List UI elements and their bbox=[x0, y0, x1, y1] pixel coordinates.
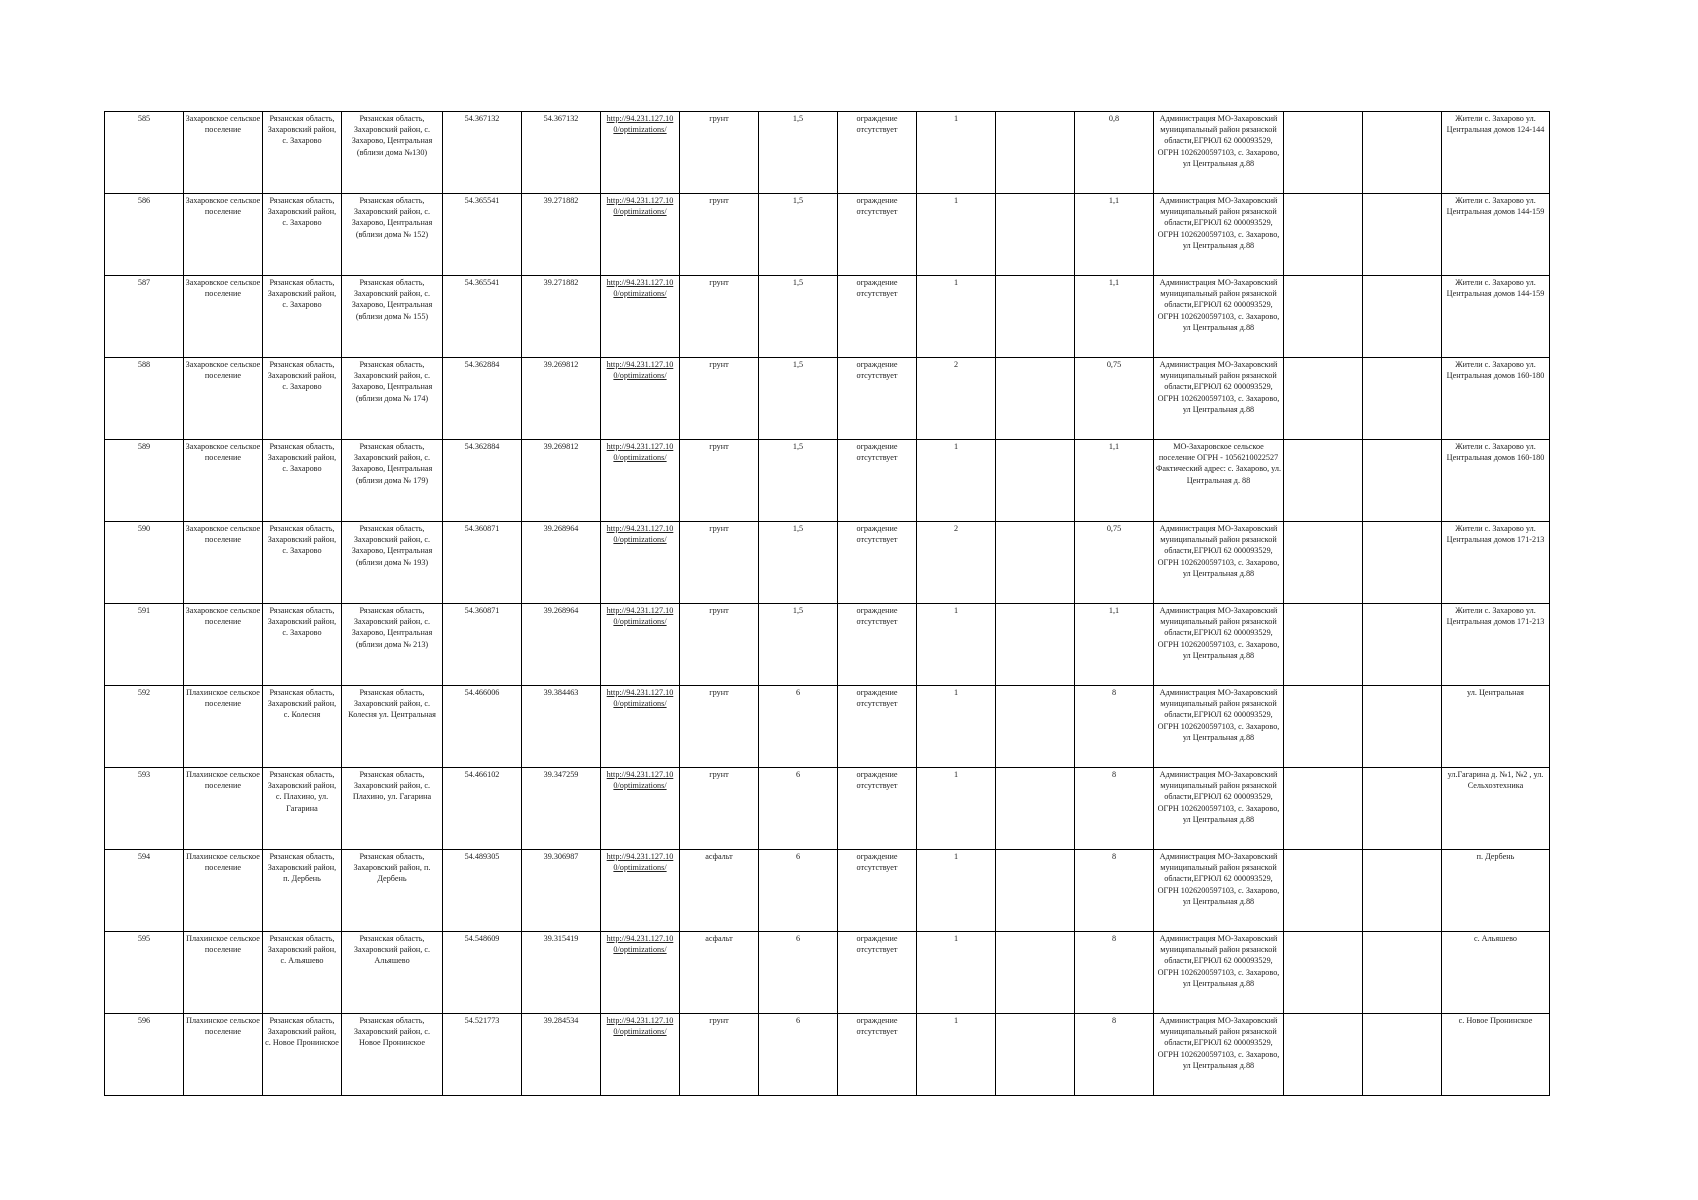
area-cell: 1,5 bbox=[759, 276, 838, 358]
table-row bbox=[105, 604, 1550, 686]
latitude-cell: 54.365541 bbox=[443, 194, 522, 276]
empty-cell bbox=[1363, 276, 1442, 358]
sources-cell: Жители с. Захарово ул. Центральная домов 124-144 bbox=[1442, 112, 1550, 194]
map-link[interactable]: http://94.231.127.10 0/optimizations/ bbox=[601, 522, 680, 604]
empty-cell bbox=[1363, 112, 1442, 194]
containers-count-cell: 1 bbox=[917, 194, 996, 276]
address-cell: Рязанская область, Захаровский район, с. Захарово, Центральная (вблизи дома № 193) bbox=[342, 522, 443, 604]
area-cell: 6 bbox=[759, 932, 838, 1014]
surface-cell: грунт bbox=[680, 276, 759, 358]
owner-cell: Администрация МО-Захаровский муниципальный район рязанской области,ЕГРЮЛ 62 000093529, ОГРН 1026200597103, с. Захарово, ул Центральная д.88 bbox=[1154, 1014, 1284, 1096]
address-cell: Рязанская область, Захаровский район, с. Захарово, Центральная (вблизи дома № 179) bbox=[342, 440, 443, 522]
address-cell: Рязанская область, Захаровский район, п. Дербень bbox=[342, 850, 443, 932]
surface-cell: грунт bbox=[680, 522, 759, 604]
area-cell: 1,5 bbox=[759, 604, 838, 686]
owner-cell: Администрация МО-Захаровский муниципальный район рязанской области,ЕГРЮЛ 62 000093529, ОГРН 1026200597103, с. Захарово, ул Центральная д.88 bbox=[1154, 276, 1284, 358]
table-row bbox=[105, 1014, 1550, 1096]
surface-cell: грунт bbox=[680, 1014, 759, 1096]
fence-cell: ограждение отсутствует bbox=[838, 358, 917, 440]
registry-page bbox=[104, 111, 1550, 1096]
row-number: 586 bbox=[105, 194, 184, 276]
table-row bbox=[105, 522, 1550, 604]
surface-cell: асфальт bbox=[680, 932, 759, 1014]
latitude-cell: 54.360871 bbox=[443, 604, 522, 686]
row-number: 585 bbox=[105, 112, 184, 194]
map-link[interactable]: http://94.231.127.10 0/optimizations/ bbox=[601, 112, 680, 194]
containers-count-cell: 1 bbox=[917, 604, 996, 686]
area-cell: 6 bbox=[759, 686, 838, 768]
row-number: 594 bbox=[105, 850, 184, 932]
address-cell: Рязанская область, Захаровский район, с. Новое Пронинское bbox=[342, 1014, 443, 1096]
volume-cell: 8 bbox=[1075, 932, 1154, 1014]
area-cell: 1,5 bbox=[759, 112, 838, 194]
district-cell: Рязанская область, Захаровский район, с. Захарово bbox=[263, 604, 342, 686]
area-cell: 1,5 bbox=[759, 440, 838, 522]
latitude-cell: 54.362884 bbox=[443, 440, 522, 522]
settlement-cell: Плахинское сельское поселение bbox=[184, 768, 263, 850]
longitude-cell: 39.271882 bbox=[522, 194, 601, 276]
surface-cell: асфальт bbox=[680, 850, 759, 932]
sources-cell: Жители с. Захарово ул. Центральная домов 160-180 bbox=[1442, 440, 1550, 522]
owner-cell: Администрация МО-Захаровский муниципальный район рязанской области,ЕГРЮЛ 62 000093529, ОГРН 1026200597103, с. Захарово, ул Центральная д.88 bbox=[1154, 686, 1284, 768]
containers-count-cell: 1 bbox=[917, 768, 996, 850]
table-body bbox=[105, 112, 1550, 1096]
containers-count-cell: 2 bbox=[917, 522, 996, 604]
volume-cell: 0,75 bbox=[1075, 522, 1154, 604]
area-cell: 6 bbox=[759, 1014, 838, 1096]
district-cell: Рязанская область, Захаровский район, с. Колесня bbox=[263, 686, 342, 768]
district-cell: Рязанская область, Захаровский район, с. Захарово bbox=[263, 276, 342, 358]
settlement-cell: Захаровское сельское поселение bbox=[184, 358, 263, 440]
table-row bbox=[105, 686, 1550, 768]
owner-cell: Администрация МО-Захаровский муниципальный район рязанской области,ЕГРЮЛ 62 000093529, ОГРН 1026200597103, с. Захарово, ул Центральная д.88 bbox=[1154, 358, 1284, 440]
longitude-cell: 39.384463 bbox=[522, 686, 601, 768]
empty-cell bbox=[996, 112, 1075, 194]
area-cell: 1,5 bbox=[759, 194, 838, 276]
owner-cell: Администрация МО-Захаровский муниципальный район рязанской области,ЕГРЮЛ 62 000093529, ОГРН 1026200597103, с. Захарово, ул Центральная д.88 bbox=[1154, 850, 1284, 932]
table-row bbox=[105, 358, 1550, 440]
empty-cell bbox=[996, 522, 1075, 604]
fence-cell: ограждение отсутствует bbox=[838, 686, 917, 768]
volume-cell: 1,1 bbox=[1075, 276, 1154, 358]
owner-cell: Администрация МО-Захаровский муниципальный район рязанской области,ЕГРЮЛ 62 000093529, ОГРН 1026200597103, с. Захарово, ул Центральная д.88 bbox=[1154, 112, 1284, 194]
empty-cell bbox=[1284, 276, 1363, 358]
sources-cell: с. Новое Пронинское bbox=[1442, 1014, 1550, 1096]
empty-cell bbox=[996, 194, 1075, 276]
row-number: 596 bbox=[105, 1014, 184, 1096]
containers-count-cell: 1 bbox=[917, 440, 996, 522]
latitude-cell: 54.466102 bbox=[443, 768, 522, 850]
longitude-cell: 39.268964 bbox=[522, 522, 601, 604]
containers-count-cell: 2 bbox=[917, 358, 996, 440]
address-cell: Рязанская область, Захаровский район, с. Захарово, Центральная (вблизи дома № 152) bbox=[342, 194, 443, 276]
latitude-cell: 54.367132 bbox=[443, 112, 522, 194]
sources-cell: ул.Гагарина д. №1, №2 , ул. Сельхозтехника bbox=[1442, 768, 1550, 850]
volume-cell: 0,75 bbox=[1075, 358, 1154, 440]
fence-cell: ограждение отсутствует bbox=[838, 768, 917, 850]
area-cell: 6 bbox=[759, 768, 838, 850]
fence-cell: ограждение отсутствует bbox=[838, 112, 917, 194]
volume-cell: 8 bbox=[1075, 686, 1154, 768]
empty-cell bbox=[1363, 850, 1442, 932]
empty-cell bbox=[996, 932, 1075, 1014]
table-row bbox=[105, 194, 1550, 276]
address-cell: Рязанская область, Захаровский район, с. Альяшево bbox=[342, 932, 443, 1014]
table-row bbox=[105, 850, 1550, 932]
map-link[interactable]: http://94.231.127.10 0/optimizations/ bbox=[601, 194, 680, 276]
surface-cell: грунт bbox=[680, 440, 759, 522]
longitude-cell: 39.284534 bbox=[522, 1014, 601, 1096]
empty-cell bbox=[1363, 932, 1442, 1014]
row-number: 592 bbox=[105, 686, 184, 768]
empty-cell bbox=[1284, 932, 1363, 1014]
district-cell: Рязанская область, Захаровский район, п. Дербень bbox=[263, 850, 342, 932]
owner-cell: Администрация МО-Захаровский муниципальный район рязанской области,ЕГРЮЛ 62 000093529, ОГРН 1026200597103, с. Захарово, ул Центральная д.88 bbox=[1154, 194, 1284, 276]
area-cell: 1,5 bbox=[759, 358, 838, 440]
district-cell: Рязанская область, Захаровский район, с. Захарово bbox=[263, 358, 342, 440]
empty-cell bbox=[1284, 1014, 1363, 1096]
longitude-cell: 39.315419 bbox=[522, 932, 601, 1014]
row-number: 591 bbox=[105, 604, 184, 686]
row-number: 589 bbox=[105, 440, 184, 522]
containers-count-cell: 1 bbox=[917, 850, 996, 932]
empty-cell bbox=[1284, 604, 1363, 686]
settlement-cell: Захаровское сельское поселение bbox=[184, 522, 263, 604]
table-row bbox=[105, 440, 1550, 522]
district-cell: Рязанская область, Захаровский район, с. Новое Пронинское bbox=[263, 1014, 342, 1096]
latitude-cell: 54.521773 bbox=[443, 1014, 522, 1096]
empty-cell bbox=[1363, 358, 1442, 440]
containers-count-cell: 1 bbox=[917, 1014, 996, 1096]
district-cell: Рязанская область, Захаровский район, с. Альяшево bbox=[263, 932, 342, 1014]
map-link[interactable]: http://94.231.127.10 0/optimizations/ bbox=[601, 768, 680, 850]
latitude-cell: 54.360871 bbox=[443, 522, 522, 604]
longitude-cell: 54.367132 bbox=[522, 112, 601, 194]
empty-cell bbox=[996, 686, 1075, 768]
containers-count-cell: 1 bbox=[917, 932, 996, 1014]
fence-cell: ограждение отсутствует bbox=[838, 194, 917, 276]
empty-cell bbox=[1284, 358, 1363, 440]
empty-cell bbox=[1284, 194, 1363, 276]
longitude-cell: 39.347259 bbox=[522, 768, 601, 850]
row-number: 590 bbox=[105, 522, 184, 604]
address-cell: Рязанская область, Захаровский район, с. Захарово, Центральная (вблизи дома № 174) bbox=[342, 358, 443, 440]
address-cell: Рязанская область, Захаровский район, с. Захарово, Центральная (вблизи дома №130) bbox=[342, 112, 443, 194]
district-cell: Рязанская область, Захаровский район, с. Плахино, ул. Гагарина bbox=[263, 768, 342, 850]
settlement-cell: Захаровское сельское поселение bbox=[184, 604, 263, 686]
sources-cell: ул. Центральная bbox=[1442, 686, 1550, 768]
fence-cell: ограждение отсутствует bbox=[838, 932, 917, 1014]
map-link[interactable]: http://94.231.127.10 0/optimizations/ bbox=[601, 440, 680, 522]
owner-cell: МО-Захаровское сельское поселение ОГРН - 1056210022527 Фактический адрес: с. Захарово, ул. Центральная д. 88 bbox=[1154, 440, 1284, 522]
settlement-cell: Плахинское сельское поселение bbox=[184, 686, 263, 768]
empty-cell bbox=[1284, 850, 1363, 932]
empty-cell bbox=[1363, 686, 1442, 768]
empty-cell bbox=[1363, 1014, 1442, 1096]
table-row bbox=[105, 276, 1550, 358]
empty-cell bbox=[1284, 686, 1363, 768]
table-row bbox=[105, 768, 1550, 850]
empty-cell bbox=[996, 1014, 1075, 1096]
address-cell: Рязанская область, Захаровский район, с. Захарово, Центральная (вблизи дома № 213) bbox=[342, 604, 443, 686]
district-cell: Рязанская область, Захаровский район, с. Захарово bbox=[263, 522, 342, 604]
settlement-cell: Плахинское сельское поселение bbox=[184, 850, 263, 932]
map-link[interactable]: http://94.231.127.10 0/optimizations/ bbox=[601, 358, 680, 440]
containers-count-cell: 1 bbox=[917, 686, 996, 768]
sources-cell: Жители с. Захарово ул. Центральная домов 144-159 bbox=[1442, 276, 1550, 358]
surface-cell: грунт bbox=[680, 686, 759, 768]
owner-cell: Администрация МО-Захаровский муниципальный район рязанской области,ЕГРЮЛ 62 000093529, ОГРН 1026200597103, с. Захарово, ул Центральная д.88 bbox=[1154, 932, 1284, 1014]
empty-cell bbox=[996, 276, 1075, 358]
empty-cell bbox=[1284, 768, 1363, 850]
area-cell: 1,5 bbox=[759, 522, 838, 604]
district-cell: Рязанская область, Захаровский район, с. Захарово bbox=[263, 194, 342, 276]
owner-cell: Администрация МО-Захаровский муниципальный район рязанской области,ЕГРЮЛ 62 000093529, ОГРН 1026200597103, с. Захарово, ул Центральная д.88 bbox=[1154, 604, 1284, 686]
longitude-cell: 39.269812 bbox=[522, 440, 601, 522]
area-cell: 6 bbox=[759, 850, 838, 932]
empty-cell bbox=[1363, 194, 1442, 276]
owner-cell: Администрация МО-Захаровский муниципальный район рязанской области,ЕГРЮЛ 62 000093529, ОГРН 1026200597103, с. Захарово, ул Центральная д.88 bbox=[1154, 522, 1284, 604]
map-link[interactable]: http://94.231.127.10 0/optimizations/ bbox=[601, 604, 680, 686]
empty-cell bbox=[1284, 440, 1363, 522]
latitude-cell: 54.362884 bbox=[443, 358, 522, 440]
latitude-cell: 54.466006 bbox=[443, 686, 522, 768]
map-link[interactable]: http://94.231.127.10 0/optimizations/ bbox=[601, 1014, 680, 1096]
sources-cell: п. Дербень bbox=[1442, 850, 1550, 932]
district-cell: Рязанская область, Захаровский район, с. Захарово bbox=[263, 112, 342, 194]
volume-cell: 1,1 bbox=[1075, 440, 1154, 522]
map-link[interactable]: http://94.231.127.10 0/optimizations/ bbox=[601, 686, 680, 768]
map-link[interactable]: http://94.231.127.10 0/optimizations/ bbox=[601, 276, 680, 358]
volume-cell: 1,1 bbox=[1075, 604, 1154, 686]
latitude-cell: 54.365541 bbox=[443, 276, 522, 358]
sources-cell: Жители с. Захарово ул. Центральная домов 171-213 bbox=[1442, 522, 1550, 604]
surface-cell: грунт bbox=[680, 768, 759, 850]
empty-cell bbox=[1363, 768, 1442, 850]
sources-cell: Жители с. Захарово ул. Центральная домов 160-180 bbox=[1442, 358, 1550, 440]
longitude-cell: 39.271882 bbox=[522, 276, 601, 358]
table-row bbox=[105, 932, 1550, 1014]
fence-cell: ограждение отсутствует bbox=[838, 850, 917, 932]
fence-cell: ограждение отсутствует bbox=[838, 604, 917, 686]
empty-cell bbox=[1363, 604, 1442, 686]
longitude-cell: 39.269812 bbox=[522, 358, 601, 440]
row-number: 588 bbox=[105, 358, 184, 440]
latitude-cell: 54.548609 bbox=[443, 932, 522, 1014]
address-cell: Рязанская область, Захаровский район, с. Захарово, Центральная (вблизи дома № 155) bbox=[342, 276, 443, 358]
empty-cell bbox=[1363, 522, 1442, 604]
volume-cell: 8 bbox=[1075, 850, 1154, 932]
fence-cell: ограждение отсутствует bbox=[838, 522, 917, 604]
empty-cell bbox=[1284, 522, 1363, 604]
district-cell: Рязанская область, Захаровский район, с. Захарово bbox=[263, 440, 342, 522]
table-row bbox=[105, 112, 1550, 194]
row-number: 593 bbox=[105, 768, 184, 850]
empty-cell bbox=[1284, 112, 1363, 194]
sources-cell: Жители с. Захарово ул. Центральная домов 171-213 bbox=[1442, 604, 1550, 686]
settlement-cell: Захаровское сельское поселение bbox=[184, 194, 263, 276]
sources-cell: с. Альяшево bbox=[1442, 932, 1550, 1014]
settlement-cell: Захаровское сельское поселение bbox=[184, 440, 263, 522]
owner-cell: Администрация МО-Захаровский муниципальный район рязанской области,ЕГРЮЛ 62 000093529, ОГРН 1026200597103, с. Захарово, ул Центральная д.88 bbox=[1154, 768, 1284, 850]
volume-cell: 8 bbox=[1075, 1014, 1154, 1096]
sources-cell: Жители с. Захарово ул. Центральная домов 144-159 bbox=[1442, 194, 1550, 276]
row-number: 595 bbox=[105, 932, 184, 1014]
latitude-cell: 54.489305 bbox=[443, 850, 522, 932]
settlement-cell: Захаровское сельское поселение bbox=[184, 276, 263, 358]
settlement-cell: Захаровское сельское поселение bbox=[184, 112, 263, 194]
volume-cell: 0,8 bbox=[1075, 112, 1154, 194]
empty-cell bbox=[996, 768, 1075, 850]
longitude-cell: 39.306987 bbox=[522, 850, 601, 932]
longitude-cell: 39.268964 bbox=[522, 604, 601, 686]
settlement-cell: Плахинское сельское поселение bbox=[184, 1014, 263, 1096]
empty-cell bbox=[996, 604, 1075, 686]
map-link[interactable]: http://94.231.127.10 0/optimizations/ bbox=[601, 932, 680, 1014]
empty-cell bbox=[996, 440, 1075, 522]
containers-count-cell: 1 bbox=[917, 112, 996, 194]
volume-cell: 8 bbox=[1075, 768, 1154, 850]
fence-cell: ограждение отсутствует bbox=[838, 440, 917, 522]
surface-cell: грунт bbox=[680, 194, 759, 276]
containers-count-cell: 1 bbox=[917, 276, 996, 358]
volume-cell: 1,1 bbox=[1075, 194, 1154, 276]
container-sites-table bbox=[104, 111, 1550, 1096]
fence-cell: ограждение отсутствует bbox=[838, 1014, 917, 1096]
address-cell: Рязанская область, Захаровский район, с. Плахино, ул. Гагарина bbox=[342, 768, 443, 850]
surface-cell: грунт bbox=[680, 358, 759, 440]
surface-cell: грунт bbox=[680, 112, 759, 194]
surface-cell: грунт bbox=[680, 604, 759, 686]
empty-cell bbox=[996, 850, 1075, 932]
address-cell: Рязанская область, Захаровский район, с. Колесня ул. Центральная bbox=[342, 686, 443, 768]
fence-cell: ограждение отсутствует bbox=[838, 276, 917, 358]
empty-cell bbox=[996, 358, 1075, 440]
map-link[interactable]: http://94.231.127.10 0/optimizations/ bbox=[601, 850, 680, 932]
row-number: 587 bbox=[105, 276, 184, 358]
empty-cell bbox=[1363, 440, 1442, 522]
settlement-cell: Плахинское сельское поселение bbox=[184, 932, 263, 1014]
